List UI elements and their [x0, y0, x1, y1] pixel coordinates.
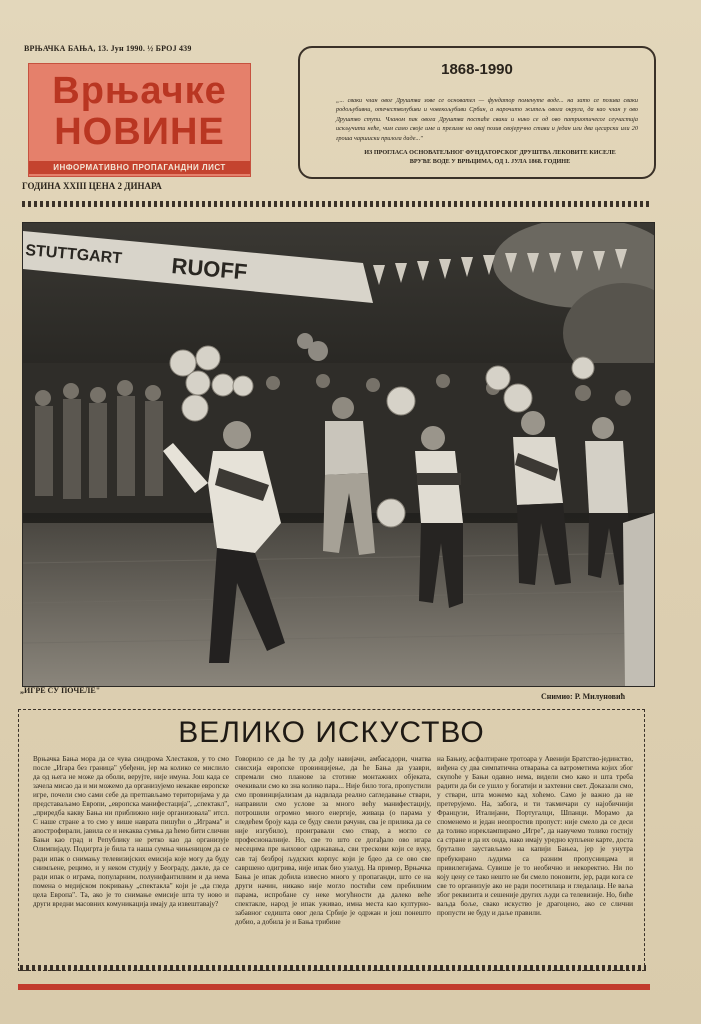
- article: [18, 709, 645, 971]
- article-headline: ВЕЛИКО ИСКУСТВО: [178, 716, 485, 749]
- anniversary-years: 1868-1990: [441, 61, 513, 78]
- logo-line-vrnjacke: Врњачке: [52, 70, 227, 112]
- issue-line: ГОДИНА XXIII ЦЕНА 2 ДИНАРА: [22, 181, 162, 191]
- anniversary-source: ИЗ ПРОГЛАСА ОСНОВАТЕЉНОГ ФУНДАТОРСКОГ ДРУШТВА ЛЕКОВИТЕ КИСЕЛЕ ВРУЋЕ ВОДЕ У ВРЊЦИМА, ОД 1. ЈУЛА 1868. ГОДИНЕ: [364, 149, 616, 165]
- bottom-red-rule: [18, 984, 650, 990]
- divider-top: [22, 201, 650, 207]
- logo-tagline: ИНФОРМАТИВНО ПРОПАГАНДНИ ЛИСТ: [29, 161, 250, 174]
- anniversary-box: [298, 46, 656, 179]
- logo-line-novine: НОВИНЕ: [54, 111, 225, 153]
- newspaper-logo: [28, 63, 251, 177]
- photo-caption: „ИГРЕ СУ ПОЧЕЛЕ": [20, 686, 101, 695]
- photo-illustration: [23, 223, 654, 686]
- anniversary-quote: „... сваки члан овог Друштва зове се основател — фундатор поменуте воде... на зато се позива сваки родољубивни, отечестволубиви и човекољубиви Србин, а нарочито житељ овога округа, да као члан у ово Друштво ступи. Чланом пак овога Друштва постаће сваки и нико се од ово патриотичесог сеучастија искључити неће, чим само своје име и презиме на овај позив својеручно стави и један или два цесарски или 20 гроша чаршиски прилога даде...": [336, 97, 638, 142]
- divider-bottom: [20, 965, 646, 971]
- banner-stuttgart: STUTTGART: [24, 242, 123, 268]
- front-page-photo: [22, 222, 655, 687]
- dateline: ВРЊАЧКА БАЊА, 13. Јун 1990. ½ БРОЈ 439: [24, 44, 192, 53]
- article-column-2: Говорило се да ће ту да дођу навијачи, амбасадори, чиатва снисхија европске провинцијење, да ће Бања да узаври, спремали смо планове за стотине монтажних објеката, очекивали смо ко зна колико пара... Није било тога, пропустили смо провинцијализам да надвлада реално сагледавање ствари, направили смо услове за много већу манифестацију, потрошили огромно много енергије, живаца (о парама у следећем броју када се буду свели рачуни, сва је прилика да се није изгубило), проигравали смо ствар, а могло се професионалније. Но, све то што се догађало ово игара месецима пре њиховог одржавања, сви трескови који се вуку, сав тај безброј људских корпус који је бдео да се ово све савршено одигрива, није ипак био узалуд. На пример, Врњачка Бања је ипак добила извесно много у пропаганди, што се на други начин, никако није могло постићи сем пребилним парама, испробане су неке могућности да далеко веће спектакле, народ је ипак уживао, имна места као културно-забавног седишта овог дела Србије је одржан и још понешто добио, а добила је и Бања трибине: [235, 755, 431, 926]
- photo-credit: Снимио: Р. Милуновић: [541, 692, 626, 701]
- banner-ruoff: RUOFF: [170, 253, 249, 285]
- article-column-1: Врњачка Бања мора да се чува синдрома Хлестаков, у то смо после „Игара без граница" убеђени, јер ма колико се мислило да од њега не може да оболи, верујте, није имуна. Још када се зачела мисао да и ми можемо да организујемо некакве европске игре, почели смо сами себе да претпављамо територијама у да представаљамо Европи, „европска манифестација", „спектакл", „приредба какву Бања ни приближно није организовала" итсл. С наше стране а то смо у више навратa пишући о „Играма" и апострофирали, јавила се и некаква сумња да ћемо бити слични Бањи као град и Републику не ретко као да организује Олимпијаду. Подигрта је била та наша сумња чињеницом да се ради ипак о снимању телевизијских емисија које могу да буду снимљене, рецимо, и у неком студију у Београду, дакле, да се ради ипак о играма, популарним, полунифантилним и да нема помена о медијском покривању „спектакла" који је „да гледа цела Европа". Та, ако је то снимање емисије шта ту ново и други вредни масовних комуникација имају да извештавају?: [33, 755, 229, 908]
- article-column-3: на Бањиу, асфалтиране тротоара у Авенији Братство-јединство, виђена су два симпатична отварања са ватрометима којих због скупоће у Бањи одавно нема, видели смо како и шта треба радити да би се ушло у богатији и захтевни свет. Доказали смо, у ствари, шта можемо кад хоћемо. Само је важно да не претерујемо. На, забога, и ти такмичари су најобичнији Французи, Италијани, Португалци, Шпанци. Морамо да споменемо и један неопростив пропуст: није смело да се деси да толико изреклампирамо „Игре", да навучемо толико гостију са стране и да их онда, иако имају уредно купљене карте, доста брутално заустављамо на капији Бањеа, јер је унутра пребукирано људима са разним пропусницама и привилегијама. Сувише је то необично и некоректно. Ни по коју цену се тако нешто не би смело поновити, јер, ради кога се све то организује ако не ради посетилаца и гледалаца. Не ваља због реквизита и сешеније других људи са телевизије. Но, биће ваљда боље, свако искуство је драгоцено, ако се слични пропусти не буду и даље правили.: [437, 755, 633, 917]
